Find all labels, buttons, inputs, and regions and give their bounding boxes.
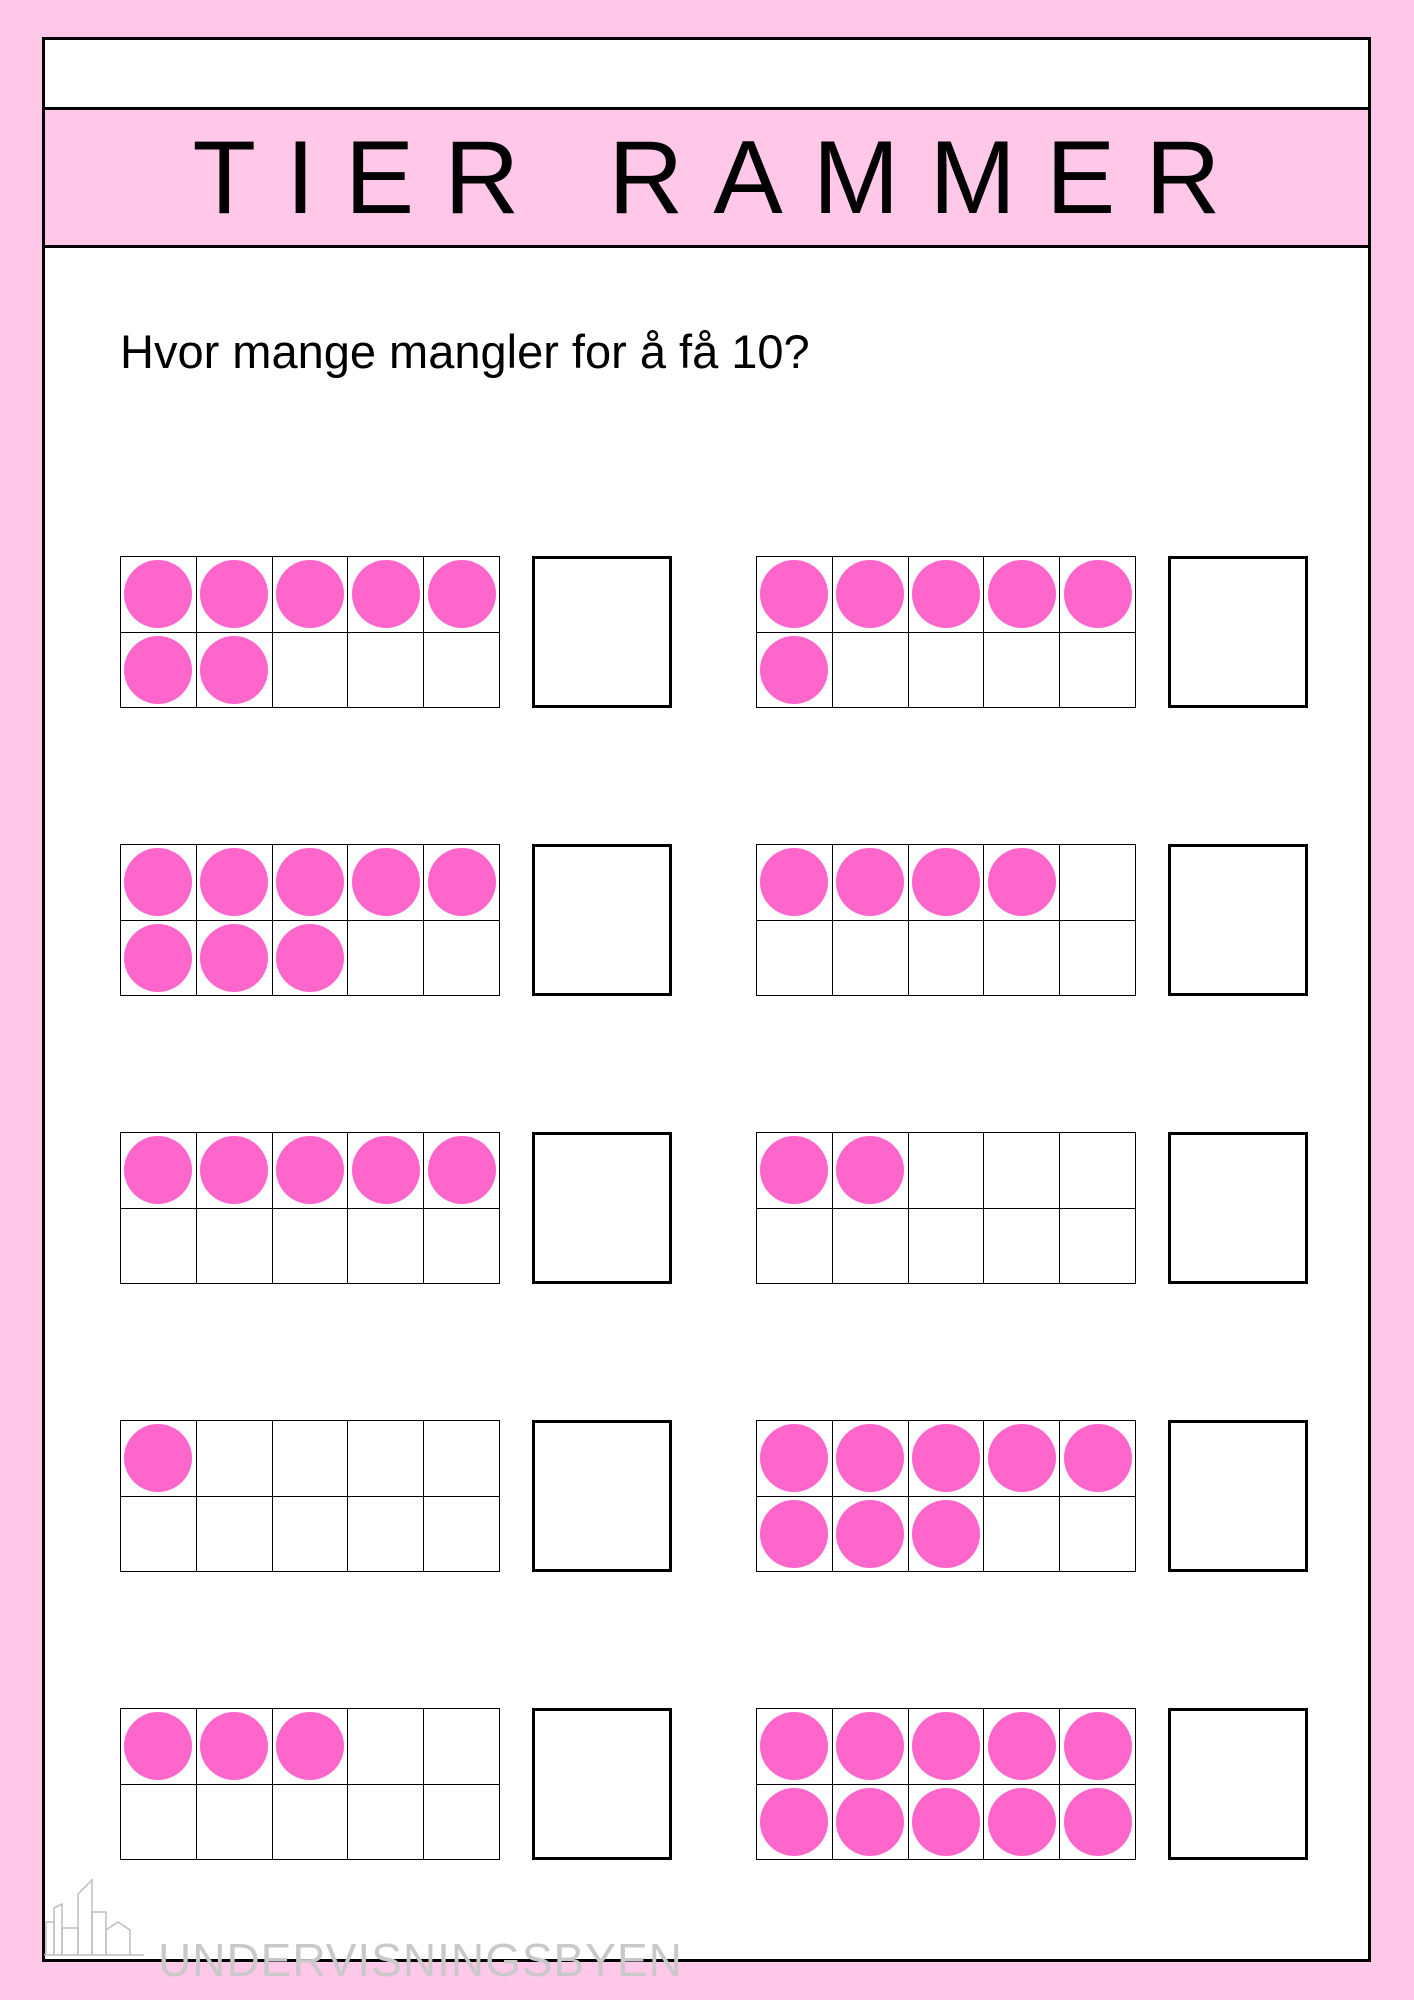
ten-frame-cell	[984, 557, 1060, 633]
counter-dot	[988, 1788, 1056, 1856]
ten-frame-cell	[273, 557, 349, 633]
ten-frame-cell	[1060, 1785, 1136, 1861]
ten-frame-cell	[121, 1421, 197, 1497]
ten-frame-cell	[757, 1709, 833, 1785]
ten-frame-cell	[348, 921, 424, 997]
ten-frame-cell	[121, 845, 197, 921]
answer-box[interactable]	[532, 1420, 672, 1572]
counter-dot	[760, 1424, 828, 1492]
counter-dot	[760, 560, 828, 628]
ten-frame-cell	[757, 557, 833, 633]
ten-frame-cell	[121, 1785, 197, 1861]
ten-frame-cell	[273, 1497, 349, 1573]
counter-dot	[988, 1712, 1056, 1780]
ten-frame	[120, 1708, 500, 1860]
ten-frame-cell	[121, 633, 197, 709]
counter-dot	[428, 1136, 496, 1204]
ten-frame-cell	[984, 845, 1060, 921]
ten-frame-cell	[833, 1133, 909, 1209]
ten-frame-cell	[1060, 633, 1136, 709]
ten-frame-cell	[833, 557, 909, 633]
ten-frame-cell	[833, 1785, 909, 1861]
ten-frame-cell	[121, 921, 197, 997]
ten-frame-cell	[121, 1133, 197, 1209]
ten-frame-cell	[197, 845, 273, 921]
counter-dot	[200, 848, 268, 916]
answer-box[interactable]	[1168, 844, 1308, 996]
counter-dot	[912, 1500, 980, 1568]
ten-frame-cell	[197, 557, 273, 633]
ten-frame-cell	[984, 633, 1060, 709]
ten-frame-cell	[833, 1709, 909, 1785]
ten-frame-cell	[909, 845, 985, 921]
counter-dot	[276, 560, 344, 628]
ten-frame-cell	[348, 633, 424, 709]
answer-box[interactable]	[1168, 1132, 1308, 1284]
counter-dot	[988, 1424, 1056, 1492]
ten-frame-cell	[424, 1133, 500, 1209]
ten-frame-cell	[757, 1785, 833, 1861]
counter-dot	[428, 848, 496, 916]
ten-frame-cell	[909, 1497, 985, 1573]
ten-frame-cell	[1060, 1421, 1136, 1497]
ten-frame-cell	[424, 845, 500, 921]
counter-dot	[912, 560, 980, 628]
counter-dot	[276, 1712, 344, 1780]
ten-frame-cell	[1060, 1709, 1136, 1785]
ten-frame-cell	[909, 1209, 985, 1285]
ten-frame-cell	[909, 1133, 985, 1209]
counter-dot	[124, 1136, 192, 1204]
ten-frame-cell	[273, 845, 349, 921]
counter-dot	[988, 848, 1056, 916]
counter-dot	[836, 560, 904, 628]
counter-dot	[836, 1500, 904, 1568]
counter-dot	[124, 848, 192, 916]
ten-frame-cell	[197, 1497, 273, 1573]
counter-dot	[836, 1424, 904, 1492]
ten-frame-cell	[909, 1709, 985, 1785]
counter-dot	[1064, 1788, 1132, 1856]
ten-frame-cell	[273, 1209, 349, 1285]
answer-box[interactable]	[532, 1132, 672, 1284]
ten-frame-cell	[833, 1209, 909, 1285]
ten-frame-cell	[1060, 921, 1136, 997]
ten-frame-cell	[757, 1497, 833, 1573]
counter-dot	[836, 1136, 904, 1204]
counter-dot	[912, 1424, 980, 1492]
ten-frame-cell	[121, 557, 197, 633]
ten-frame-cell	[757, 1209, 833, 1285]
ten-frame-cell	[833, 921, 909, 997]
counter-dot	[836, 1788, 904, 1856]
ten-frame-cell	[273, 1785, 349, 1861]
ten-frame-cell	[984, 1133, 1060, 1209]
counter-dot	[200, 1712, 268, 1780]
ten-frame-cell	[197, 1709, 273, 1785]
ten-frame-cell	[833, 633, 909, 709]
counter-dot	[988, 560, 1056, 628]
ten-frame-cell	[348, 1133, 424, 1209]
ten-frame-cell	[424, 557, 500, 633]
counter-dot	[200, 924, 268, 992]
ten-frame-cell	[1060, 557, 1136, 633]
ten-frame-cell	[273, 921, 349, 997]
ten-frame-cell	[984, 1209, 1060, 1285]
ten-frame-cell	[348, 1785, 424, 1861]
counter-dot	[124, 1712, 192, 1780]
ten-frame	[756, 1420, 1136, 1572]
counter-dot	[276, 1136, 344, 1204]
counter-dot	[124, 1424, 192, 1492]
counter-dot	[1064, 1712, 1132, 1780]
worksheet	[42, 37, 1371, 1962]
counter-dot	[428, 560, 496, 628]
page-title: TIER RAMMER	[192, 119, 1251, 236]
ten-frame-cell	[197, 633, 273, 709]
ten-frame-cell	[757, 1133, 833, 1209]
ten-frame-cell	[424, 1421, 500, 1497]
ten-frame	[756, 556, 1136, 708]
ten-frame-cell	[757, 1421, 833, 1497]
counter-dot	[124, 924, 192, 992]
title-band	[45, 107, 1368, 248]
counter-dot	[912, 1712, 980, 1780]
ten-frame-cell	[909, 633, 985, 709]
ten-frame-cell	[197, 1785, 273, 1861]
answer-box[interactable]	[532, 556, 672, 708]
counter-dot	[836, 1712, 904, 1780]
counter-dot	[1064, 560, 1132, 628]
ten-frame-cell	[424, 921, 500, 997]
ten-frame	[120, 1132, 500, 1284]
ten-frame-cell	[1060, 1209, 1136, 1285]
counter-dot	[352, 1136, 420, 1204]
ten-frame-cell	[833, 845, 909, 921]
ten-frame-cell	[348, 557, 424, 633]
ten-frame-cell	[273, 1709, 349, 1785]
counter-dot	[276, 924, 344, 992]
ten-frame-cell	[984, 1785, 1060, 1861]
counter-dot	[760, 848, 828, 916]
ten-frame-cell	[424, 633, 500, 709]
ten-frame-cell	[348, 1209, 424, 1285]
ten-frame-cell	[121, 1497, 197, 1573]
question-text: Hvor mange mangler for å få 10?	[120, 325, 810, 378]
ten-frame-cell	[197, 1421, 273, 1497]
ten-frame-cell	[273, 633, 349, 709]
ten-frame-cell	[1060, 1133, 1136, 1209]
counter-dot	[760, 636, 828, 704]
ten-frame	[756, 1708, 1136, 1860]
ten-frame-cell	[348, 1421, 424, 1497]
counter-dot	[760, 1712, 828, 1780]
ten-frame-cell	[273, 1421, 349, 1497]
answer-box[interactable]	[1168, 1708, 1308, 1860]
ten-frame-cell	[348, 1709, 424, 1785]
counter-dot	[124, 636, 192, 704]
counter-dot	[760, 1788, 828, 1856]
ten-frame	[120, 556, 500, 708]
ten-frame	[756, 844, 1136, 996]
ten-frame-cell	[984, 1421, 1060, 1497]
answer-box[interactable]	[1168, 1420, 1308, 1572]
counter-dot	[1064, 1424, 1132, 1492]
ten-frame-cell	[909, 557, 985, 633]
counter-dot	[200, 636, 268, 704]
answer-box[interactable]	[1168, 556, 1308, 708]
counter-dot	[200, 560, 268, 628]
ten-frame-cell	[197, 921, 273, 997]
ten-frame-cell	[424, 1785, 500, 1861]
counter-dot	[912, 848, 980, 916]
ten-frame	[756, 1132, 1136, 1284]
ten-frame-cell	[273, 1133, 349, 1209]
ten-frame-cell	[984, 921, 1060, 997]
counter-dot	[760, 1136, 828, 1204]
counter-dot	[760, 1500, 828, 1568]
counter-dot	[276, 848, 344, 916]
answer-box[interactable]	[532, 844, 672, 996]
counter-dot	[352, 848, 420, 916]
ten-frame-cell	[757, 845, 833, 921]
ten-frame-cell	[909, 921, 985, 997]
ten-frame-cell	[424, 1209, 500, 1285]
ten-frame-cell	[121, 1209, 197, 1285]
answer-box[interactable]	[532, 1708, 672, 1860]
ten-frame-cell	[197, 1133, 273, 1209]
ten-frame-cell	[909, 1421, 985, 1497]
ten-frame-cell	[424, 1709, 500, 1785]
ten-frame-cell	[984, 1709, 1060, 1785]
ten-frame-cell	[424, 1497, 500, 1573]
counter-dot	[912, 1788, 980, 1856]
counter-dot	[200, 1136, 268, 1204]
ten-frame-cell	[1060, 845, 1136, 921]
ten-frame	[120, 844, 500, 996]
counter-dot	[836, 848, 904, 916]
brand-name: UNDERVISNINGSBYEN	[158, 1934, 683, 1986]
ten-frame-cell	[1060, 1497, 1136, 1573]
counter-dot	[352, 560, 420, 628]
ten-frame-cell	[833, 1421, 909, 1497]
counter-dot	[124, 560, 192, 628]
ten-frame-cell	[348, 845, 424, 921]
ten-frame-cell	[197, 1209, 273, 1285]
ten-frame-cell	[984, 1497, 1060, 1573]
ten-frame-cell	[757, 633, 833, 709]
ten-frame-cell	[757, 921, 833, 997]
ten-frame-cell	[121, 1709, 197, 1785]
city-skyline-icon	[44, 1870, 144, 1958]
ten-frame	[120, 1420, 500, 1572]
ten-frame-cell	[909, 1785, 985, 1861]
ten-frame-cell	[833, 1497, 909, 1573]
ten-frame-cell	[348, 1497, 424, 1573]
